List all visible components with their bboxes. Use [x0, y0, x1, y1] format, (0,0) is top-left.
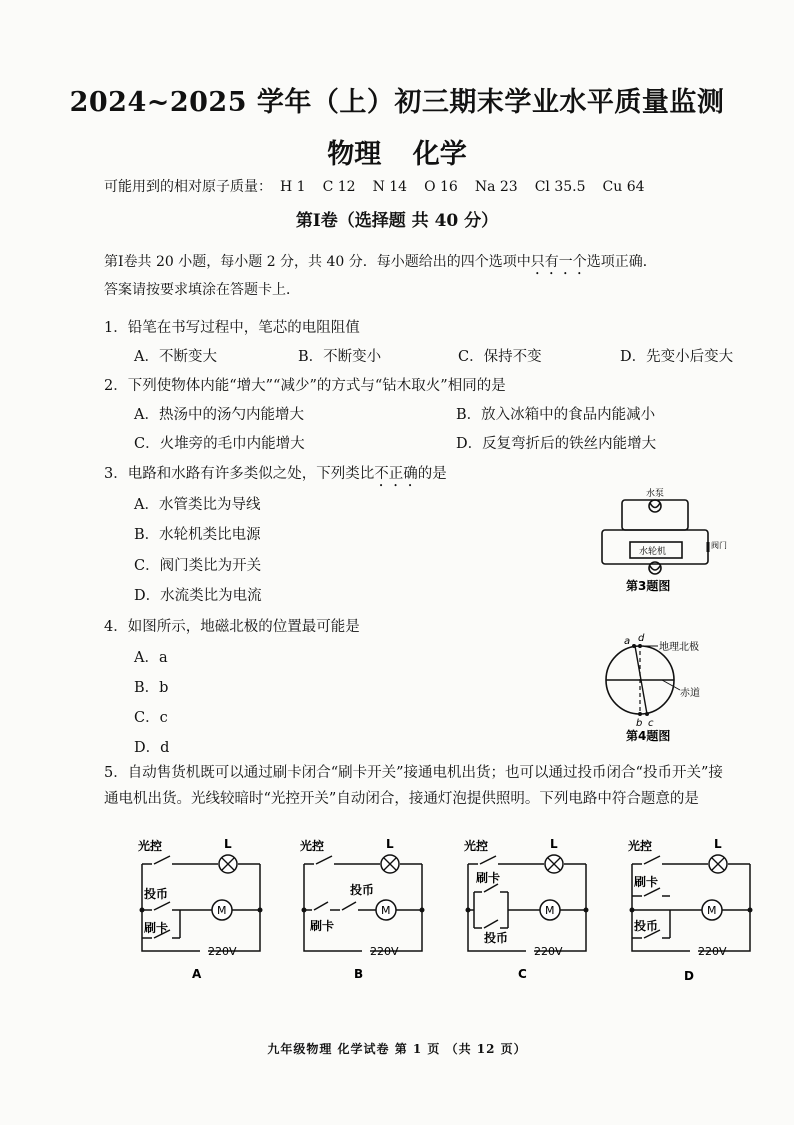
- lamp-icon: [709, 855, 727, 873]
- label-b: b: [636, 718, 643, 729]
- instruction-text: 第Ⅰ卷共 20 小题，每小题 2 分，共 40 分．每小题给出的四个选项中: [104, 254, 531, 270]
- point-d: [638, 644, 642, 648]
- section-instructions: [104, 250, 724, 303]
- question-3-option-c: C．阀门类比为开关: [134, 558, 262, 574]
- circuit-letter: B: [354, 967, 364, 981]
- circuit-b: [304, 856, 422, 951]
- question-3-stem-text: 的是: [417, 466, 447, 482]
- exam-title: 2024~2025 学年（上）初三期末学业水平质量监测: [69, 87, 725, 118]
- question-2-option-a: A．热汤中的汤勺内能增大: [134, 407, 304, 423]
- switch-label: 投币: [144, 887, 169, 901]
- motor-label: M: [707, 904, 717, 917]
- lamp-label: L: [550, 837, 558, 851]
- switch-label: 光控: [138, 839, 163, 853]
- question-3-stem: [104, 462, 447, 490]
- switch-label: 刷卡: [310, 919, 335, 933]
- motor-label: M: [381, 904, 391, 917]
- north-pole-label: 地理北极: [659, 642, 699, 653]
- point-b: [638, 712, 642, 716]
- valve-label: 阀门: [711, 541, 727, 550]
- question-4-option-c: C．c: [134, 710, 168, 726]
- atomic-mass-item: Cu 64: [602, 179, 645, 195]
- pump-blade: [650, 503, 660, 508]
- figure-4-caption: 第4题图: [626, 729, 671, 743]
- supply-label: 220V: [370, 945, 399, 958]
- circuit-letter: D: [684, 969, 694, 983]
- instruction-text: 选项正确．: [586, 254, 657, 270]
- switch-label: 投币: [634, 919, 659, 933]
- question-3-option-b: B．水轮机类比电源: [134, 527, 261, 543]
- lamp-icon: [219, 855, 237, 873]
- instruction-text: 答案请按要求填涂在答题卡上．: [104, 282, 300, 298]
- switch-label: 投币: [484, 931, 509, 945]
- question-4-stem: 4．如图所示，地磁北极的位置最可能是: [104, 619, 360, 635]
- supply-label: 220V: [698, 945, 727, 958]
- question-1-option-c: C．保持不变: [458, 349, 542, 365]
- question-4-option-a: A．a: [134, 650, 168, 666]
- switch-label: 刷卡: [476, 871, 501, 885]
- question-5-stem: 5．自动售货机既可以通过刷卡闭合“刷卡开关”接通电机出货；也可以通过投币闭合“投币开关”接通电机出货。光线较暗时“光控开关”自动闭合，接通灯泡提供照明。下列电路中符合题意的是: [104, 765, 723, 807]
- lamp-icon: [545, 855, 563, 873]
- question-2-option-c: C．火堆旁的毛巾内能增大: [134, 436, 305, 452]
- question-4-option-d: D．d: [134, 740, 170, 756]
- question-3-stem-emphasis: 不正确: [374, 466, 418, 482]
- figure-3-caption: 第3题图: [626, 579, 671, 593]
- atomic-mass-item: Cl 35.5: [534, 179, 586, 195]
- circuit-letter: C: [518, 967, 527, 981]
- question-1-option-d: D．先变小后变大: [620, 349, 734, 365]
- atomic-mass-item: O 16: [424, 179, 458, 195]
- question-3-option-d: D．水流类比为电流: [134, 588, 262, 604]
- turbine-label: 水轮机: [639, 547, 667, 557]
- point-c: [645, 712, 649, 716]
- question-4-option-b: B．b: [134, 680, 169, 696]
- motor-label: M: [217, 904, 227, 917]
- question-2-option-d: D．反复弯折后的铁丝内能增大: [456, 436, 657, 452]
- label-a: a: [624, 636, 631, 647]
- label-c: c: [648, 718, 654, 729]
- question-3-stem-text: 3．电路和水路有许多类似之处，下列类比: [104, 466, 375, 482]
- question-1-stem: 1．铅笔在书写过程中，笔芯的电阻阻值: [104, 320, 360, 336]
- pump-icon: [649, 500, 661, 512]
- page-footer: 九年级物理 化学试卷 第 1 页 （共 12 页）: [267, 1042, 527, 1056]
- switch-label: 光控: [464, 839, 489, 853]
- pump-label: 水泵: [646, 489, 665, 499]
- atomic-mass-item: Na 23: [474, 179, 518, 195]
- atomic-masses: [104, 176, 662, 196]
- motor-label: M: [545, 904, 555, 917]
- question-2-stem: 2．下列使物体内能“增大”“减少”的方式与“钻木取火”相同的是: [104, 378, 506, 394]
- question-1-option-b: B．不断变小: [298, 349, 382, 365]
- atomic-mass-item: H 1: [280, 179, 306, 195]
- circuit-options-figure: [120, 836, 760, 986]
- circuit-d: [632, 856, 750, 951]
- water-circuit-figure: [590, 486, 727, 593]
- equator-pointer: [662, 680, 680, 690]
- label-d: d: [638, 633, 645, 644]
- instruction-emphasis: 只有一个: [530, 254, 587, 270]
- lamp-icon: [381, 855, 399, 873]
- switch-label: 光控: [300, 839, 325, 853]
- atomic-mass-item: C 12: [322, 179, 356, 195]
- turbine-blade: [650, 566, 660, 570]
- section-title: 第Ⅰ卷（选择题 共 40 分）: [295, 211, 499, 231]
- switch-label: 投币: [350, 883, 375, 897]
- lamp-label: L: [714, 837, 722, 851]
- pipe-top-loop: [622, 500, 688, 530]
- lamp-label: L: [224, 837, 232, 851]
- supply-label: 220V: [208, 945, 237, 958]
- lamp-label: L: [386, 837, 394, 851]
- supply-label: 220V: [534, 945, 563, 958]
- question-3-option-a: A．水管类比为导线: [134, 497, 261, 513]
- question-1-option-a: A．不断变大: [134, 349, 217, 365]
- circuit-letter: A: [192, 967, 202, 981]
- exam-subject: 物理 化学: [327, 139, 467, 170]
- point-a: [632, 644, 636, 648]
- earth-figure: [600, 633, 740, 743]
- atomic-masses-label: 可能用到的相对原子质量：: [104, 179, 272, 195]
- equator-label: 赤道: [680, 688, 700, 699]
- atomic-mass-item: N 14: [372, 179, 408, 195]
- circuit-a: [142, 856, 260, 951]
- switch-label: 刷卡: [144, 921, 169, 935]
- switch-label: 刷卡: [634, 875, 659, 889]
- switch-label: 光控: [628, 839, 653, 853]
- question-2-option-b: B．放入冰箱中的食品内能减小: [456, 407, 656, 423]
